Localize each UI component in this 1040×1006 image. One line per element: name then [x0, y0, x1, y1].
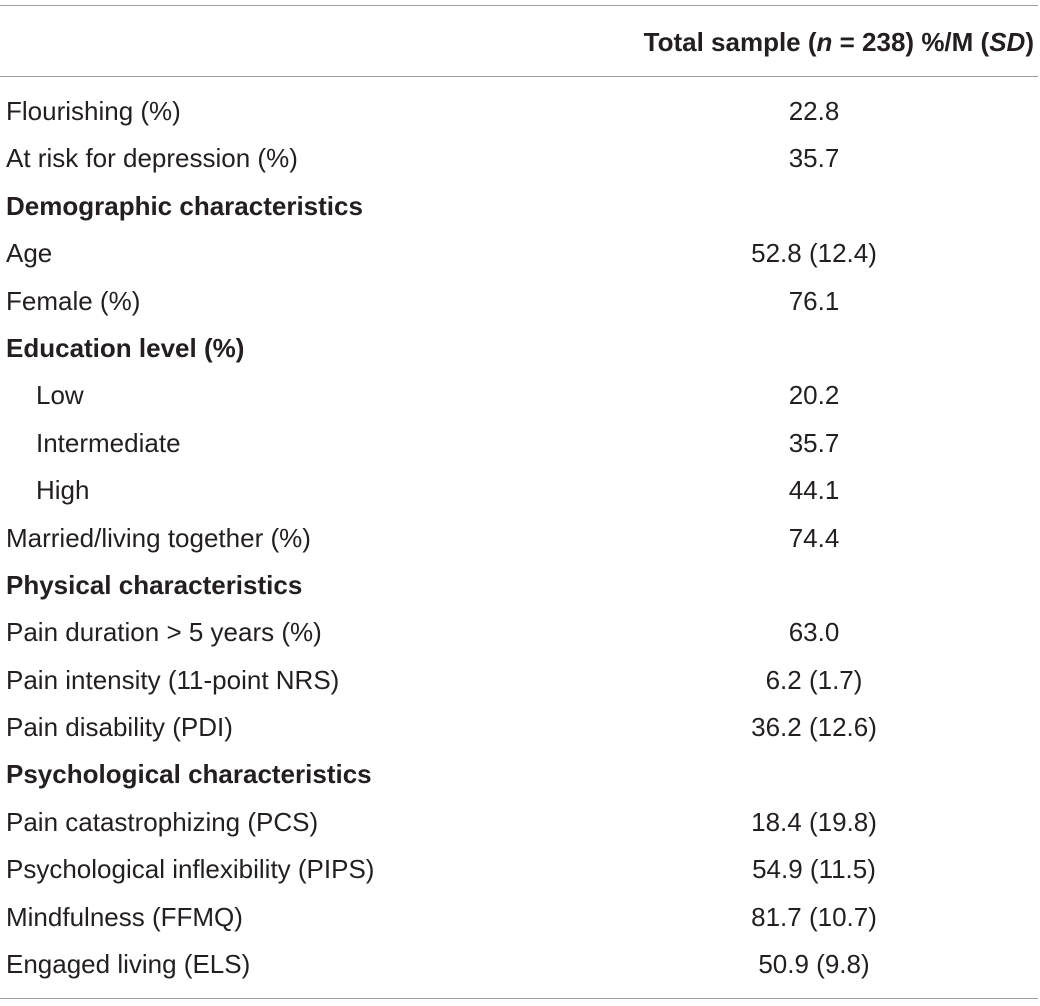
row-value: 74.4: [788, 522, 840, 553]
section-heading: Psychological characteristics: [6, 759, 372, 790]
table-body: [0, 88, 1040, 988]
row-label: Female (%): [6, 285, 141, 316]
header-n-italic: n: [816, 27, 833, 57]
row-value: 6.2 (1.7): [765, 664, 863, 695]
table-top-rule: [0, 5, 1038, 6]
table-row: [0, 372, 1040, 419]
table-row: [0, 704, 1040, 751]
table-row: [0, 278, 1040, 325]
row-value: 22.8: [788, 96, 840, 126]
section-heading-row: [0, 751, 1040, 798]
row-value: 18.4 (19.8): [751, 806, 877, 837]
row-label: Psychological inflexibility (PIPS): [6, 854, 375, 885]
header-text-3: ): [1025, 27, 1034, 57]
row-value: 52.8 (12.4): [751, 238, 877, 269]
row-value: 44.1: [788, 475, 840, 506]
row-label: Married/living together (%): [6, 522, 311, 553]
row-value: 81.7 (10.7): [751, 901, 877, 932]
row-label: At risk for depression (%): [6, 143, 298, 174]
row-label: Intermediate: [36, 427, 181, 458]
table-row: [0, 135, 1040, 182]
header-rule: [0, 76, 1038, 77]
row-label: Pain duration > 5 years (%): [6, 617, 322, 648]
row-label: Pain intensity (11-point NRS): [6, 664, 340, 695]
row-value: 35.7: [788, 427, 840, 458]
section-heading: Demographic characteristics: [6, 190, 363, 221]
section-heading-row: [0, 562, 1040, 609]
table-row: [0, 799, 1040, 846]
row-label: Mindfulness (FFMQ): [6, 901, 243, 932]
column-header-total-sample: [644, 22, 1034, 62]
table-row: [0, 230, 1040, 277]
row-value: 63.0: [788, 617, 840, 648]
row-value: 36.2 (12.6): [751, 712, 877, 743]
section-heading: Physical characteristics: [6, 569, 303, 600]
row-label: Pain disability (PDI): [6, 712, 233, 743]
row-label: Engaged living (ELS): [6, 949, 251, 980]
row-label: Low: [36, 380, 84, 411]
row-label: Pain catastrophizing (PCS): [6, 806, 319, 837]
table-row: [0, 941, 1040, 988]
row-label: Flourishing (%): [6, 96, 181, 126]
header-sd-italic: SD: [989, 27, 1026, 57]
table-row: [0, 88, 1040, 135]
section-heading-row: [0, 183, 1040, 230]
row-value: 20.2: [788, 380, 840, 411]
table-row: [0, 894, 1040, 941]
table-row: [0, 420, 1040, 467]
row-label: High: [36, 475, 90, 506]
section-heading-row: [0, 325, 1040, 372]
row-value: 54.9 (11.5): [752, 854, 876, 885]
row-label: Age: [6, 238, 53, 269]
section-heading: Education level (%): [6, 332, 245, 363]
header-text-2: = 238) %/M (: [832, 27, 990, 57]
header-text-1: Total sample (: [643, 27, 817, 57]
table-row: [0, 467, 1040, 514]
row-value: 50.9 (9.8): [758, 949, 870, 980]
table-row: [0, 657, 1040, 704]
table-row: [0, 846, 1040, 893]
table-row: [0, 515, 1040, 562]
row-value: 35.7: [788, 143, 840, 174]
table-bottom-rule: [0, 998, 1038, 999]
table-row: [0, 609, 1040, 656]
row-value: 76.1: [788, 285, 840, 316]
